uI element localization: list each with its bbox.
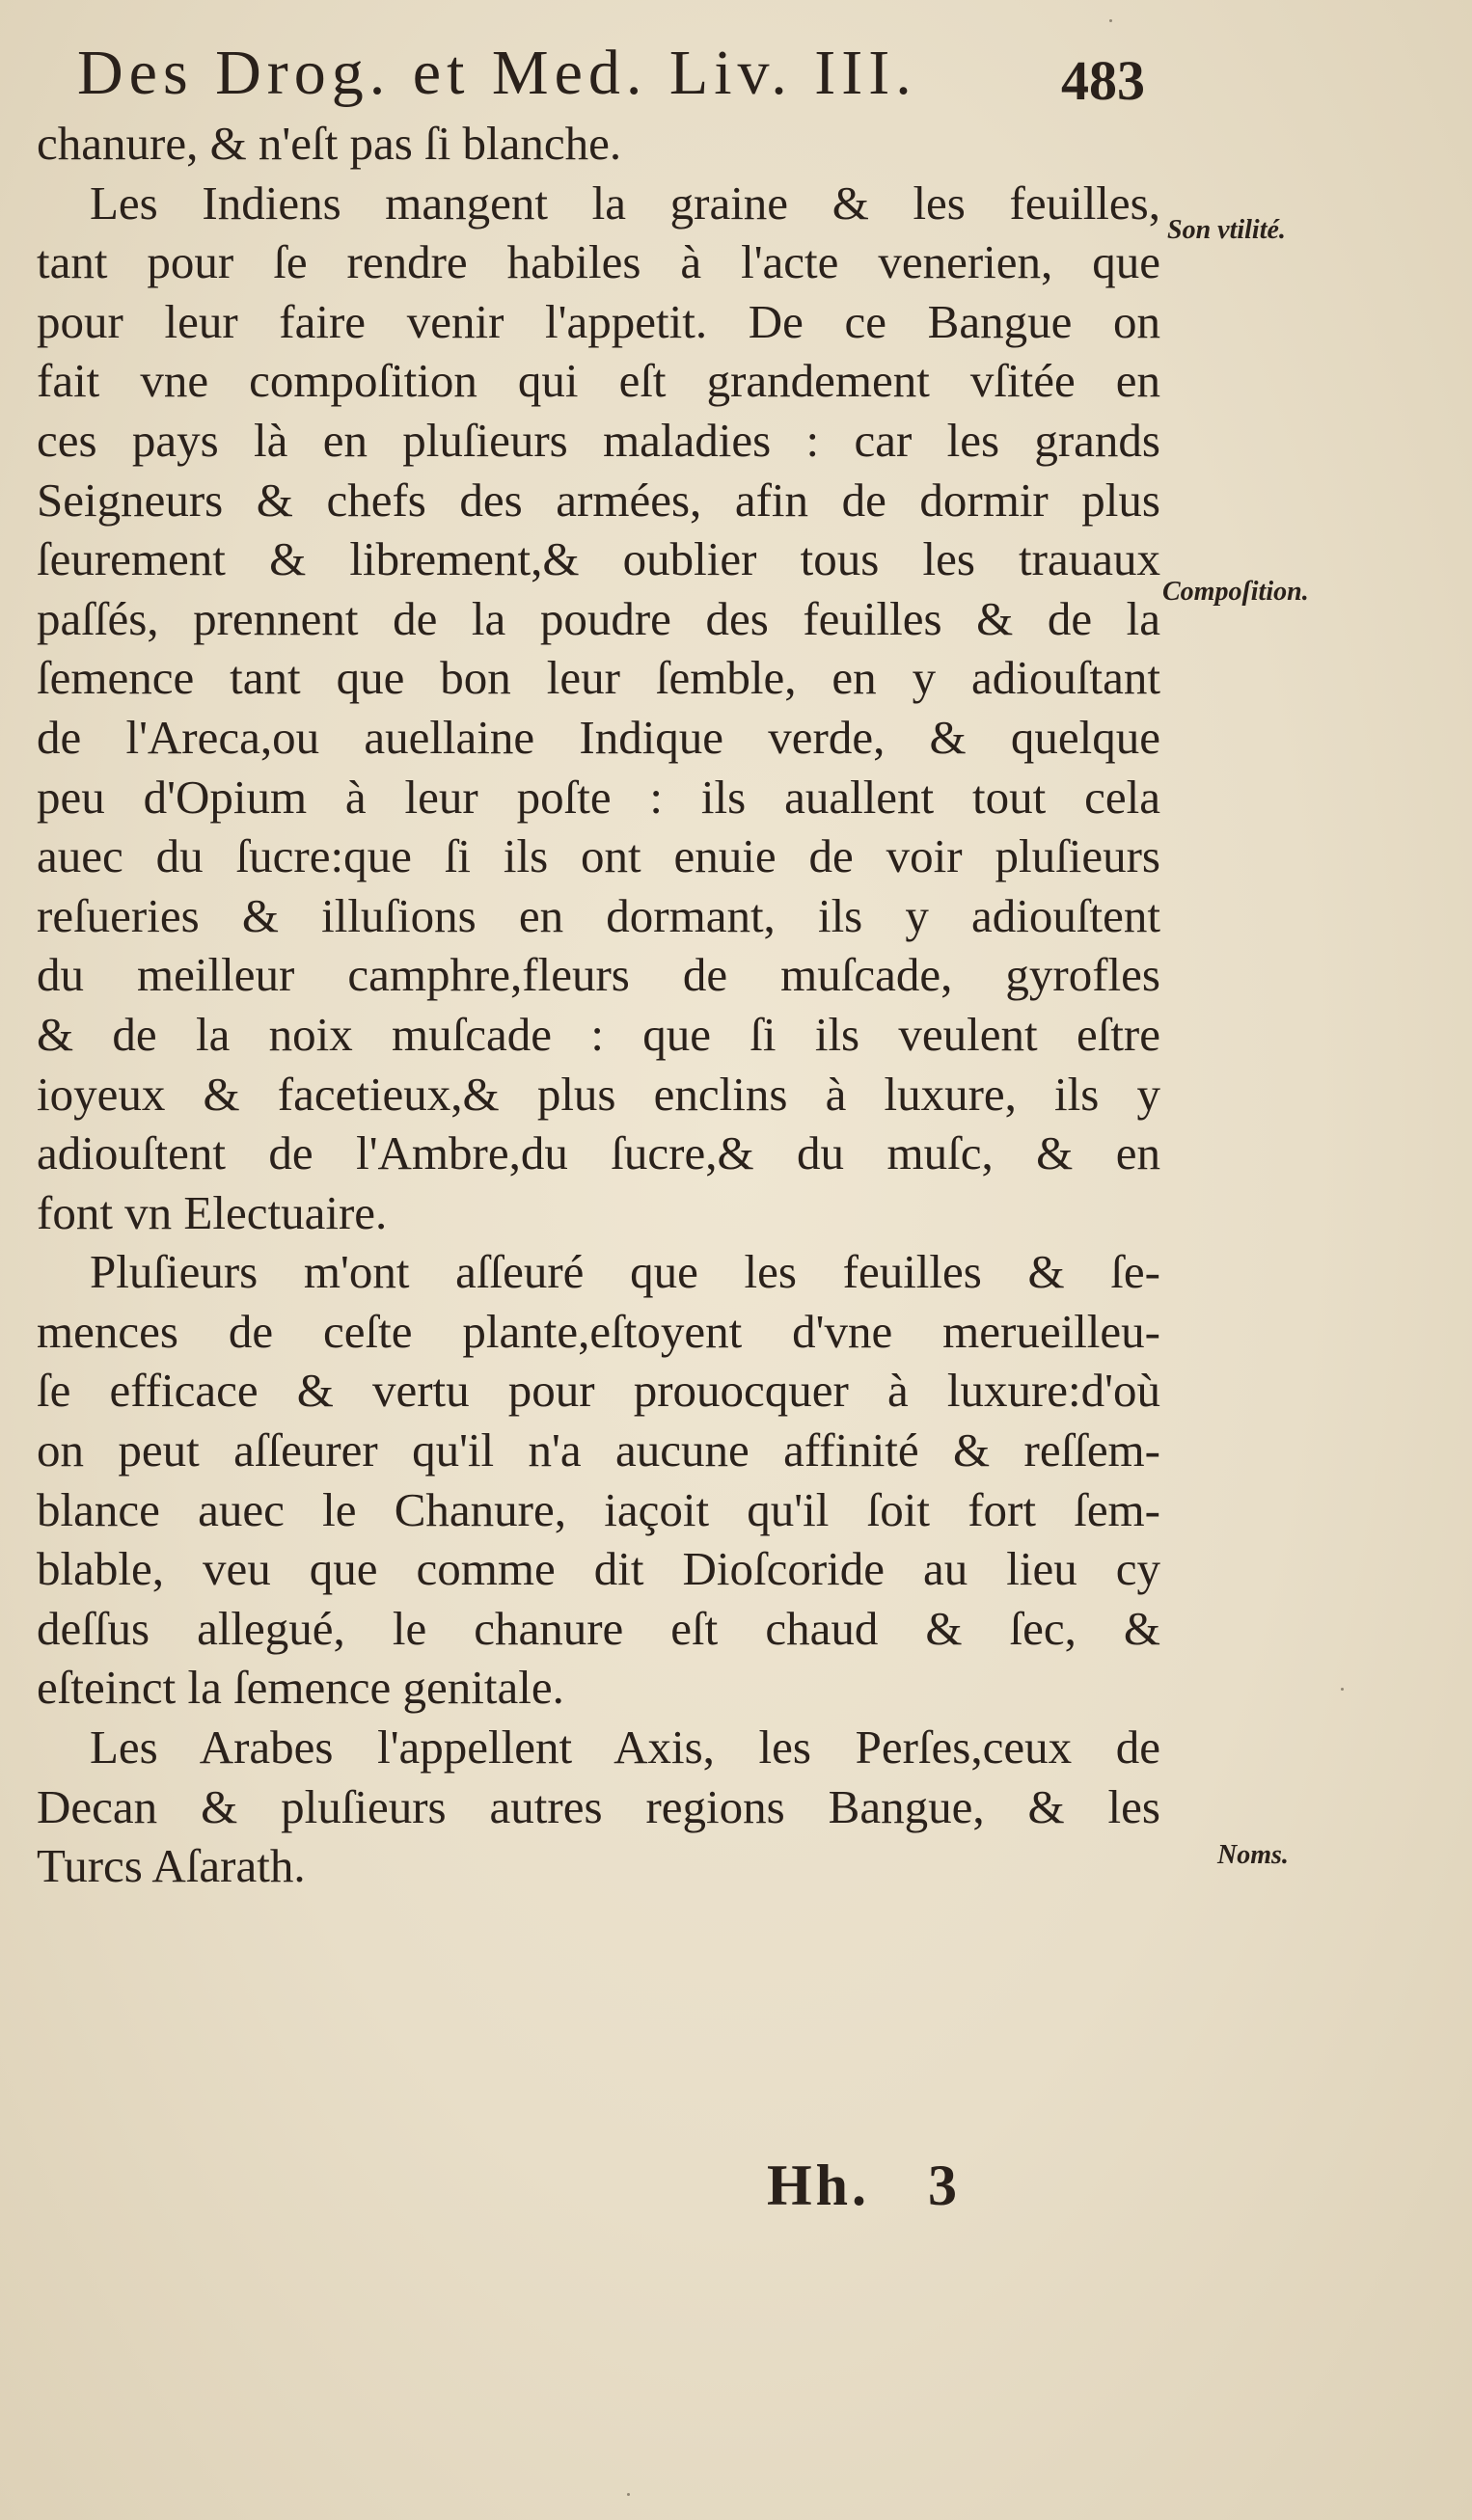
text-line: ces pays là en pluſieurs maladies : car les grands	[37, 413, 1160, 467]
paper-speck	[627, 2493, 630, 2496]
running-head-title: Des Drog. et Med. Liv. III.	[77, 38, 917, 108]
signature-mark	[767, 2153, 961, 2219]
text-line: peu d'Opium à leur poſte : ils auallent tout cela	[37, 770, 1160, 824]
text-line: deſſus allegué, le chanure eſt chaud & ſec, &	[37, 1601, 1160, 1655]
text-line: Les Arabes l'appellent Axis, les Perſes,ceux de	[90, 1721, 1160, 1775]
running-head	[77, 37, 1186, 110]
text-line: paſſés, prennent de la poudre des feuilles & de la	[37, 591, 1160, 645]
text-line: ioyeux & facetieux,& plus enclins à luxure, ils y	[37, 1067, 1160, 1121]
text-line: mences de ceſte plante,eſtoyent d'vne merueilleu-	[37, 1304, 1160, 1358]
text-line: Les Indiens mangent la graine & les feuilles,	[90, 176, 1160, 230]
text-line: pour leur faire venir l'appetit. De ce Bangue on	[37, 294, 1160, 348]
text-line: blance auec le Chanure, iaçoit qu'il ſoit fort ſem-	[37, 1482, 1160, 1536]
text-line: Pluſieurs m'ont aſſeuré que les feuilles & ſe-	[90, 1245, 1160, 1299]
text-line: font vn Electuaire.	[37, 1185, 388, 1239]
text-line: ſemence tant que bon leur ſemble, en y adiouſtant	[37, 651, 1160, 705]
text-line: auec du ſucre:que ſi ils ont enuie de voir pluſieurs	[37, 829, 1160, 883]
page-number: 483	[1061, 49, 1145, 112]
text-line: du meilleur camphre,fleurs de muſcade, gyrofles	[37, 948, 1160, 1002]
text-line: Turcs Aſarath.	[37, 1839, 306, 1893]
text-line: tant pour ſe rendre habiles à l'acte venerien, que	[37, 235, 1160, 289]
text-line: Seigneurs & chefs des armées, afin de dormir plus	[37, 473, 1160, 527]
text-line: & de la noix muſcade : que ſi ils veulent eſtre	[37, 1007, 1160, 1061]
text-line: adiouſtent de l'Ambre,du ſucre,& du muſc, & en	[37, 1126, 1160, 1180]
sidenote-composition: Compoſition.	[1162, 577, 1309, 607]
text-line: ſe efficace & vertu pour prouocquer à luxure:d'où	[37, 1364, 1160, 1418]
text-line: blable, veu que comme dit Dioſcoride au lieu cy	[37, 1542, 1160, 1596]
text-line: reſueries & illuſions en dormant, ils y adiouſtent	[37, 888, 1160, 942]
text-line: eſteinct la ſemence genitale.	[37, 1661, 564, 1715]
text-line: de l'Areca,ou auellaine Indique verde, & quelque	[37, 710, 1160, 764]
text-line: ſeurement & librement,& oublier tous les trauaux	[37, 532, 1160, 586]
sidenote-names: Noms.	[1217, 1840, 1289, 1870]
sidenote-utility: Son vtilité.	[1167, 215, 1286, 245]
text-line: fait vne compoſition qui eſt grandement vſitée en	[37, 354, 1160, 408]
paper-speck	[1341, 1688, 1344, 1691]
text-line: on peut aſſeurer qu'il n'a aucune affinité & reſſem-	[37, 1423, 1160, 1477]
signature-letters: Hh.	[767, 2154, 871, 2217]
text-line: chanure, & n'eſt pas ſi blanche.	[37, 117, 622, 170]
paper-speck	[1109, 19, 1112, 22]
signature-number: 3	[928, 2154, 962, 2217]
text-line: Decan & pluſieurs autres regions Bangue, & les	[37, 1779, 1160, 1833]
body-text	[37, 114, 1160, 1896]
